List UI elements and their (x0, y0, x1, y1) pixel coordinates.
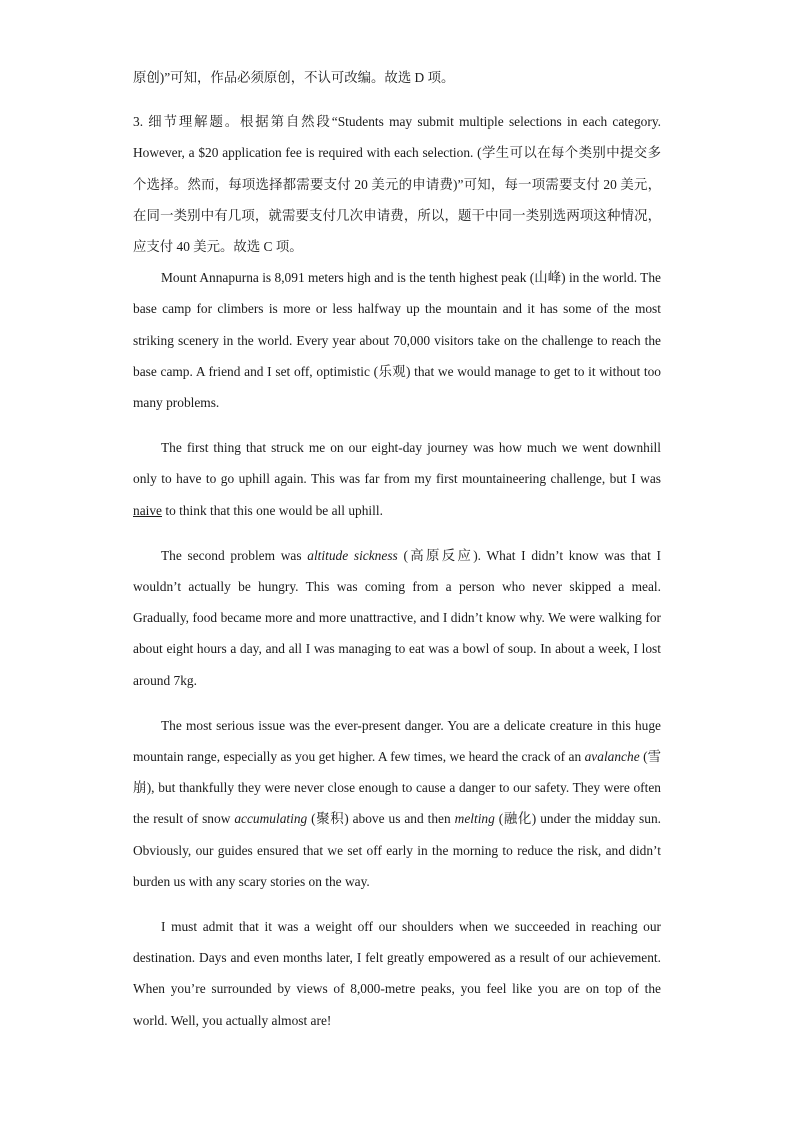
p4-text-b: (雪崩), but thankfully they were never close enough to cause a danger to our safety. They were often the result of snow (133, 749, 662, 827)
passage-paragraph-1: Mount Annapurna is 8,091 meters high and is the tenth highest peak (山峰) in the world. The base camp for climbers is more or less halfway up the mountain and it has some of the most striking scenery in the world. Every year about 70,000 visitors take on the challenge to reach the base camp. A friend and I set off, optimistic (乐观) that we would manage to get to it without too many problems. (133, 270, 661, 411)
passage-paragraph-2 (133, 432, 661, 526)
answer-explanation-q3: 3. 细节理解题。根据第自然段“Students may submit multiple selections in each category. However, a $20 application fee is required with each selection. (学生可以在每个类别中提交多个选择。然而，每项选择都需要支付 20 美元的申请费)”可知，每一项需要支付 20 美元，在同一类别中有几项，就需要支付几次申请费，所以，题干中同一类别选两项这种情况，应支付 40 美元。故选 C 项。 (133, 114, 661, 255)
answer-continuation: 原创)”可知，作品必须原创，不认可改编。故选 D 项。 (133, 70, 455, 85)
p3-text-a: The second problem was (161, 547, 308, 563)
underlined-word-naive: naive (133, 502, 162, 518)
passage-paragraph-5: I must admit that it was a weight off our shoulders when we succeeded in reaching our destination. Days and even months later, I felt greatly empowered as a result of our achievement. When you’re surrounded by views of 8,000-metre peaks, you feel like you are on top of the world. Well, you actually almost are! (133, 919, 661, 1028)
passage-paragraph-4 (133, 710, 661, 897)
italic-term-avalanche: avalanche (584, 749, 640, 765)
italic-term-accumulating: accumulating (234, 811, 308, 827)
passage-paragraph-3 (133, 540, 661, 696)
italic-term-melting: melting (454, 811, 495, 827)
p4-text-c: (聚积) above us and then (307, 811, 455, 827)
document-page (133, 62, 661, 1036)
p4-text-a: The most serious issue was the ever-present danger. You are a delicate creature in this huge mountain range, especially as you get higher. A few times, we heard the crack of an (133, 717, 661, 765)
p4-text-d: (融化) under the midday sun. Obviously, our guides ensured that we set off early in the morning to reduce the risk, and didn’t burden us with any scary stories on the way. (133, 811, 662, 889)
p2-text-a: The first thing that struck me on our eight-day journey was how much we went downhill only to have to go uphill again. This was far from my first mountaineering challenge, but I was (133, 440, 661, 487)
italic-term-altitude-sickness: altitude sickness (307, 547, 398, 563)
p3-text-b: (高原反应). What I didn’t know was that I wouldn’t actually be hungry. This was coming from a person who never skipped a meal. Gradually, food became more and more unattractive, and I didn’t know why. We were walking for about eight hours a day, and all I was managing to eat was a bowl of soup. In about a week, I lost around 7kg. (133, 547, 661, 688)
p2-text-b: to think that this one would be all uphill. (162, 502, 383, 518)
